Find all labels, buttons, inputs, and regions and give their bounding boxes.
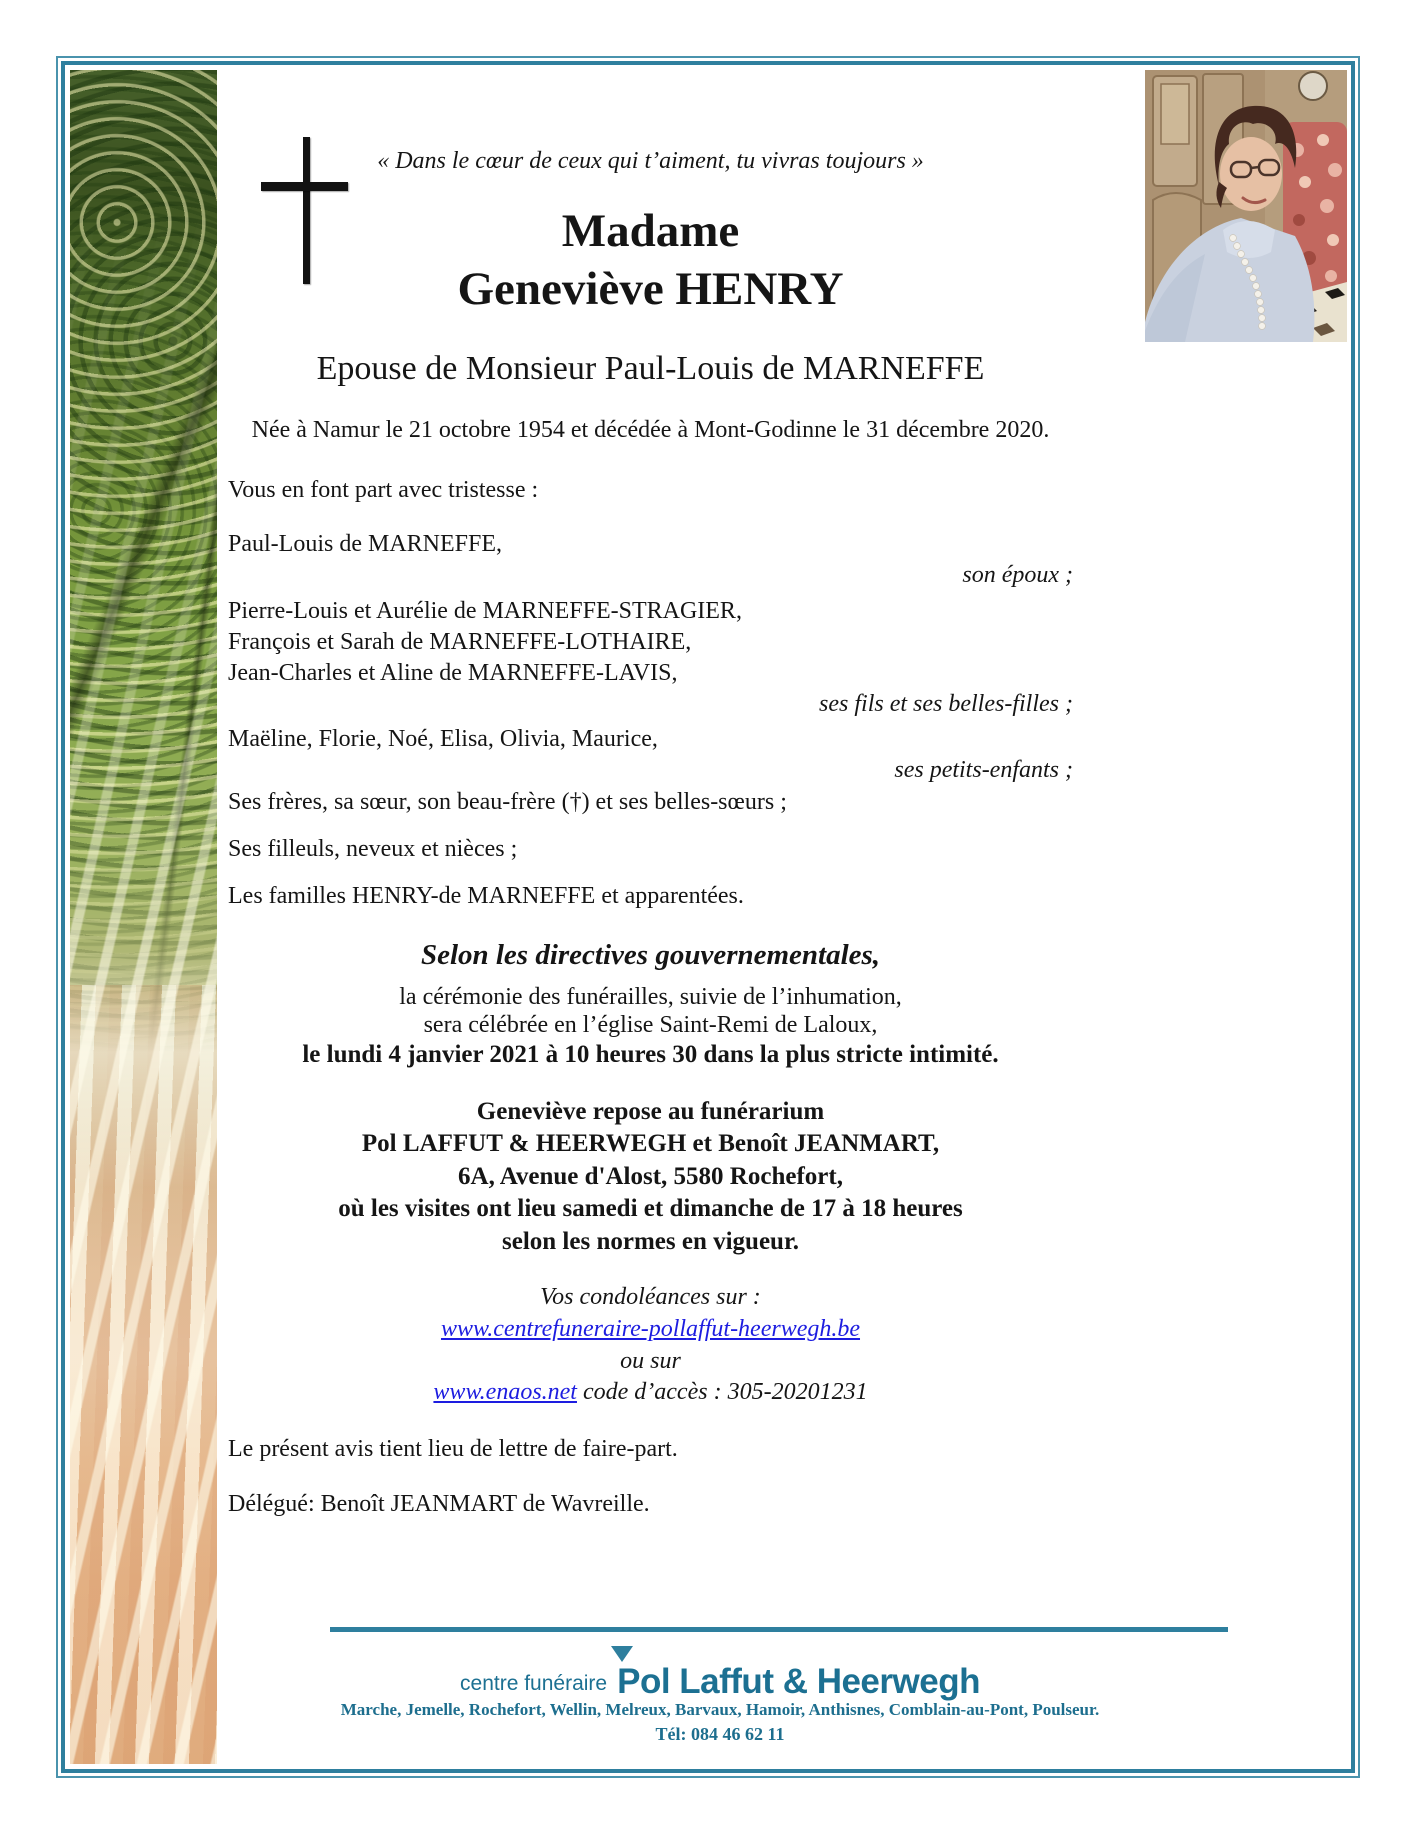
cross-icon (261, 182, 348, 191)
son-line: François et Sarah de MARNEFFE-LOTHAIRE, (228, 629, 692, 655)
ceremony-line-1: la cérémonie des funérailles, suivie de l’inhumation, (399, 984, 902, 1010)
families-line: Les familles HENRY-de MARNEFFE et apparentées. (228, 883, 744, 909)
portrait-photo (1145, 70, 1347, 342)
triangle-down-icon (611, 1646, 633, 1662)
condolences-link-1[interactable]: www.centrefuneraire-pollaffut-heerwegh.be (440, 1316, 861, 1342)
grandchildren-relation: ses petits-enfants ; (894, 757, 1073, 783)
ceremony-line-2: sera célébrée en l’église Saint-Remi de Laloux, (423, 1012, 878, 1038)
footer-phone: Tél: 084 46 62 11 (655, 1724, 785, 1744)
funerarium-norms: selon les normes en vigueur. (502, 1228, 799, 1255)
funerarium-line-2: Pol LAFFUT & HEERWEGH et Benoît JEANMART, (361, 1130, 940, 1157)
godchildren-line: Ses filleuls, neveux et nièces ; (228, 836, 518, 862)
siblings-line: Ses frères, sa sœur, son beau-frère (†) et ses belles-sœurs ; (228, 789, 787, 815)
announcement-intro: Vous en font part avec tristesse : (228, 477, 539, 503)
condolences-or: ou sur (620, 1348, 681, 1374)
sons-list (228, 596, 1073, 689)
condolences-link-2[interactable]: www.enaos.net (433, 1379, 577, 1405)
son-line: Pierre-Louis et Aurélie de MARNEFFE-STRAGIER, (228, 598, 742, 624)
portrait-photo-illustration (1145, 70, 1347, 342)
condolences-link-1-line (228, 1316, 1073, 1343)
condolences-intro: Vos condoléances sur : (540, 1284, 761, 1310)
brand-large-text: Pol Laffut & Heerwegh (617, 1662, 980, 1701)
footer-cities: Marche, Jemelle, Rochefort, Wellin, Melreux, Barvaux, Hamoir, Anthisnes, Comblain-au-Pont, Poulseur. (340, 1700, 1100, 1719)
funeral-home-logo (230, 1646, 1210, 1702)
title-madame: Madame (561, 205, 740, 257)
condolences-link-2-line (228, 1379, 1073, 1406)
funerarium-address: 6A, Avenue d'Alost, 5580 Rochefort, (458, 1163, 843, 1190)
letter-notice: Le présent avis tient lieu de lettre de faire-part. (228, 1436, 678, 1462)
footer-divider (330, 1627, 1228, 1632)
spouse-line: Epouse de Monsieur Paul-Louis de MARNEFFE (316, 350, 985, 387)
sons-relation: ses fils et ses belles-filles ; (819, 691, 1073, 717)
birth-death-line: Née à Namur le 21 octobre 1954 et décédée à Mont-Godinne le 31 décembre 2020. (251, 417, 1050, 443)
grandchildren-names: Maëline, Florie, Noé, Elisa, Olivia, Maurice, (228, 726, 658, 752)
husband-relation: son époux ; (962, 562, 1073, 588)
son-line: Jean-Charles et Aline de MARNEFFE-LAVIS, (228, 660, 678, 686)
funerarium-visits: où les visites ont lieu samedi et dimanche de 17 à 18 heures (338, 1195, 963, 1222)
funerarium-line-1: Geneviève repose au funérarium (476, 1098, 825, 1125)
forest-path-photo-strip (70, 70, 217, 1764)
brand-large-label (617, 1662, 980, 1702)
deceased-name: Geneviève HENRY (457, 263, 844, 315)
delegate-line: Délégué: Benoît JEANMART de Wavreille. (228, 1491, 650, 1517)
ceremony-date-line: le lundi 4 janvier 2021 à 10 heures 30 dans la plus stricte intimité. (302, 1041, 999, 1068)
husband-name: Paul-Louis de MARNEFFE, (228, 531, 503, 557)
access-code: code d’accès : 305-20201231 (576, 1379, 868, 1405)
brand-small-label: centre funéraire (460, 1672, 608, 1695)
memorial-quote: « Dans le cœur de ceux qui t’aiment, tu vivras toujours » (377, 148, 924, 174)
directive-heading: Selon les directives gouvernementales, (420, 939, 881, 971)
